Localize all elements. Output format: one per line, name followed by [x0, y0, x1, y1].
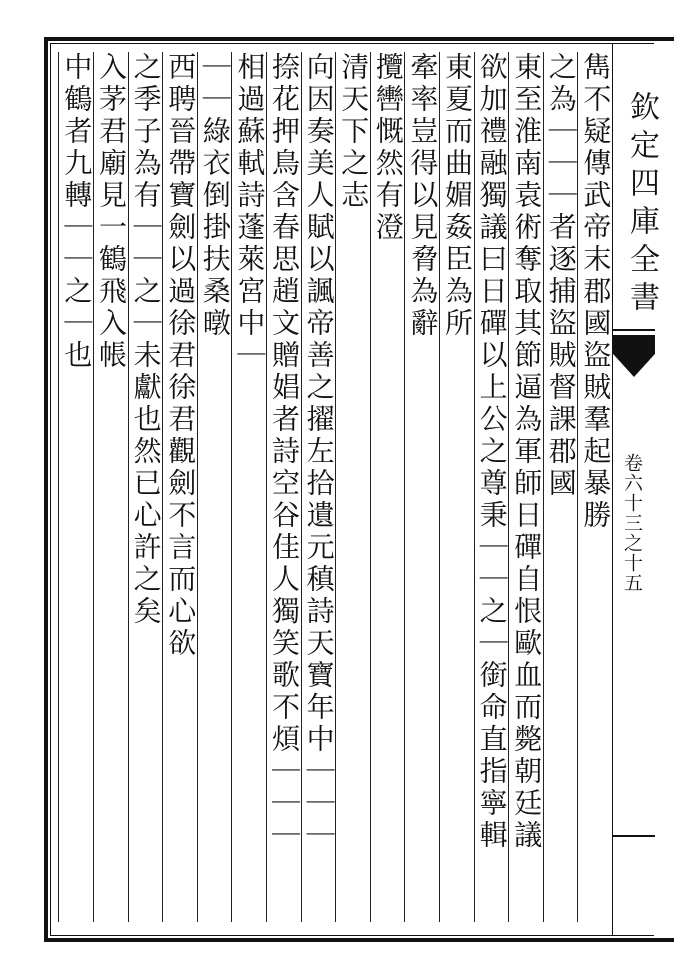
- column-text: 捺花押鳥含春思趙文贈娼者詩空谷佳人獨笑歌不煩｜｜｜: [268, 52, 301, 852]
- text-column: [231, 52, 265, 922]
- column-text: 之為｜｜｜者逐捕盜賊督課郡國: [544, 52, 578, 500]
- column-text: 雋不疑傳武帝末郡國盜賊羣起暴勝: [579, 52, 613, 532]
- column-text: 相過蘇軾詩蓬萊宮中｜: [233, 52, 267, 372]
- column-text: 西聘晉帶寶劍以過徐君徐君觀劍不言而心欲: [164, 52, 198, 660]
- text-column: [93, 52, 127, 922]
- margin-strip: [612, 43, 659, 936]
- text-column: [508, 52, 542, 922]
- text-column: [439, 52, 473, 922]
- book-title: 欽定四庫全書: [624, 91, 659, 319]
- text-column: [301, 52, 335, 922]
- column-text: 攬轡慨然有澄: [371, 52, 405, 244]
- text-column: [335, 52, 369, 922]
- text-column: [370, 52, 404, 922]
- text-column: [266, 52, 300, 922]
- text-column: [128, 52, 162, 922]
- column-text: ｜｜綠衣倒掛扶桑暾: [198, 52, 232, 340]
- text-column: [404, 52, 438, 922]
- fish-tail-line-top: [613, 329, 655, 331]
- fish-tail-line-bottom: [613, 835, 655, 837]
- text-column: [577, 52, 611, 922]
- text-column: [162, 52, 196, 922]
- text-column: [543, 52, 577, 922]
- column-text: 清天下之志: [337, 52, 371, 212]
- volume-number: 卷六十三之十五: [621, 453, 643, 593]
- text-column: [197, 52, 231, 922]
- column-text: 東夏而曲媚姦臣為所: [441, 52, 474, 340]
- column-text: 牽率豈得以見脅為辭: [406, 52, 440, 340]
- column-text: 向因奏美人賦以諷帝善之擢左拾遺元稹詩天寶年中｜｜｜: [302, 52, 336, 852]
- text-column: [474, 52, 508, 922]
- text-column: [58, 52, 92, 922]
- column-text: 欲加禮融獨議曰日磾以上公之尊秉｜｜之｜銜命直指寧輯: [475, 52, 509, 852]
- column-text: 東至淮南袁術奪取其節逼為軍師日磾自恨歐血而斃朝廷議: [510, 52, 544, 852]
- column-text: 之季子為有｜｜之｜未獻也然已心許之矣: [129, 52, 163, 628]
- column-text: 入茅君廟見一鶴飛入帳: [95, 52, 128, 372]
- column-text: 中鶴者九轉｜｜之｜也: [60, 52, 94, 372]
- fish-tail-mark: [613, 335, 655, 377]
